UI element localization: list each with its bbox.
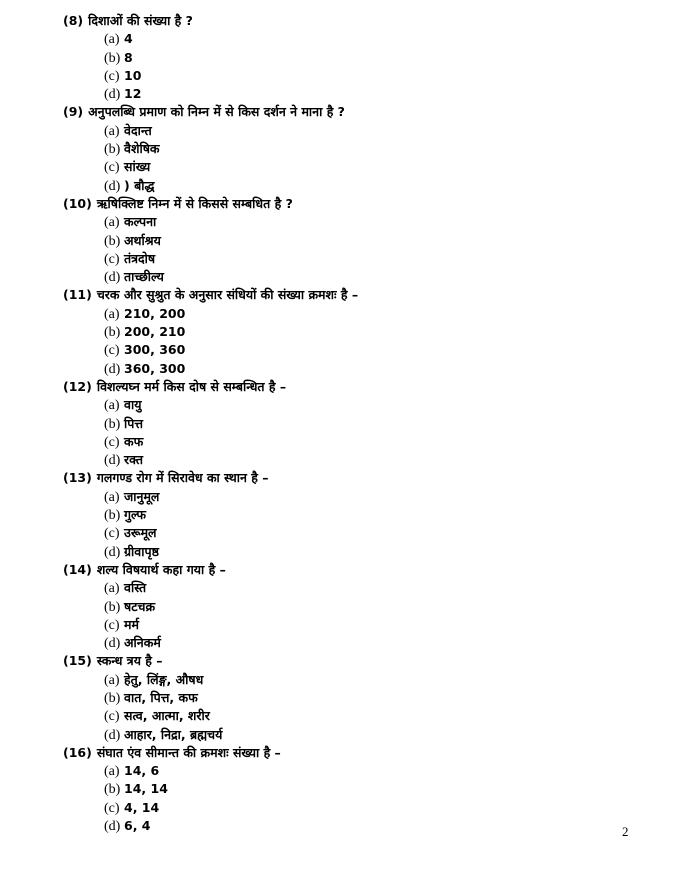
question-text: चरक और सुश्रुत के अनुसार संधियों की संख्या क्रमशः है – <box>96 287 359 303</box>
option-letter: (b) <box>104 233 121 249</box>
question-line <box>63 469 623 487</box>
answer-option <box>63 67 623 85</box>
answer-option <box>63 579 623 597</box>
option-text: सत्व, आत्मा, शरीर <box>124 708 210 724</box>
option-text: 300, 360 <box>124 342 186 358</box>
option-letter: (d) <box>104 636 121 652</box>
question-number: (16) <box>63 744 92 760</box>
answer-option <box>63 451 623 469</box>
option-letter: (b) <box>104 50 121 66</box>
option-text: ) बौद्ध <box>124 177 155 193</box>
option-letter: (d) <box>104 178 121 194</box>
answer-option <box>63 250 623 268</box>
option-letter: (c) <box>104 800 120 816</box>
answer-option <box>63 49 623 67</box>
answer-option <box>63 598 623 616</box>
question-text: विशल्यघ्न मर्म किस दोष से सम्बन्धित है – <box>96 378 287 394</box>
option-text: उरूमूल <box>124 525 157 541</box>
answer-option <box>63 396 623 414</box>
question-item <box>63 286 623 377</box>
option-text: 14, 6 <box>124 763 160 779</box>
option-text: वैशेषिक <box>124 141 160 157</box>
option-text: मर्म <box>124 616 139 632</box>
question-line <box>63 378 623 396</box>
option-text: 12 <box>124 86 142 102</box>
answer-option <box>63 707 623 725</box>
question-item <box>63 12 623 103</box>
answer-option <box>63 85 623 103</box>
option-text: 8 <box>124 49 133 65</box>
option-text: कफ <box>124 433 144 449</box>
option-text: अनिकर्म <box>124 635 161 651</box>
option-text: षटचक्र <box>124 598 156 614</box>
option-text: आहार, निद्रा, ब्रह्मचर्य <box>124 726 223 742</box>
option-text: 200, 210 <box>124 324 186 340</box>
option-letter: (d) <box>104 544 121 560</box>
question-line <box>63 12 623 30</box>
option-text: 10 <box>124 67 142 83</box>
question-line <box>63 103 623 121</box>
question-line <box>63 561 623 579</box>
option-letter: (b) <box>104 599 121 615</box>
question-item <box>63 561 623 652</box>
question-text: ऋषिक्लिष्ट निम्न में से किससे सम्बधित है ? <box>96 195 293 211</box>
option-text: 4 <box>124 31 133 47</box>
answer-option <box>63 341 623 359</box>
option-text: ग्रीवापृष्ठ <box>124 543 159 559</box>
option-letter: (a) <box>104 489 120 505</box>
question-text: दिशाओं की संख्या है ? <box>88 13 193 28</box>
option-letter: (c) <box>104 251 120 267</box>
option-letter: (d) <box>104 87 121 103</box>
option-letter: (a) <box>104 672 120 688</box>
answer-option <box>63 232 623 250</box>
question-number: (9) <box>63 104 84 120</box>
answer-option <box>63 140 623 158</box>
question-text: शल्य विषयार्थ कहा गया है – <box>96 561 226 577</box>
question-item <box>63 744 623 835</box>
option-letter: (a) <box>104 123 120 139</box>
option-text: 360, 300 <box>124 360 186 376</box>
answer-option <box>63 506 623 524</box>
option-letter: (c) <box>104 709 120 725</box>
answer-option <box>63 817 623 835</box>
option-letter: (c) <box>104 160 120 176</box>
option-text: अर्थाश्रय <box>124 232 161 248</box>
answer-option <box>63 634 623 652</box>
question-item <box>63 103 623 194</box>
answer-option <box>63 671 623 689</box>
answer-option <box>63 323 623 341</box>
option-letter: (c) <box>104 617 120 633</box>
option-text: वात, पित्त, कफ <box>124 689 198 705</box>
question-number: (10) <box>63 195 92 211</box>
option-letter: (d) <box>104 727 121 743</box>
question-line <box>63 195 623 213</box>
option-letter: (b) <box>104 782 121 798</box>
answer-option <box>63 415 623 433</box>
option-letter: (b) <box>104 690 121 706</box>
answer-option <box>63 762 623 780</box>
option-letter: (a) <box>104 764 120 780</box>
option-letter: (a) <box>104 398 120 414</box>
question-number: (13) <box>63 470 92 486</box>
option-text: 14, 14 <box>124 781 168 797</box>
option-text: वायु <box>124 397 142 413</box>
answer-option <box>63 780 623 798</box>
question-item <box>63 378 623 469</box>
question-number: (8) <box>63 13 84 28</box>
question-number: (11) <box>63 287 92 303</box>
option-letter: (b) <box>104 142 121 158</box>
option-letter: (a) <box>104 215 120 231</box>
option-text: ताच्छील्य <box>124 269 164 285</box>
option-text: 4, 14 <box>124 799 160 815</box>
answer-option <box>63 305 623 323</box>
question-line <box>63 744 623 762</box>
option-text: वेदान्त <box>124 122 152 138</box>
option-letter: (d) <box>104 819 121 835</box>
page-number: 2 <box>622 824 629 839</box>
option-letter: (b) <box>104 325 121 341</box>
question-number: (15) <box>63 653 92 669</box>
question-number: (12) <box>63 378 92 394</box>
option-letter: (d) <box>104 270 121 286</box>
option-letter: (c) <box>104 434 120 450</box>
question-line <box>63 286 623 304</box>
option-letter: (d) <box>104 453 121 469</box>
answer-option <box>63 122 623 140</box>
option-letter: (d) <box>104 361 121 377</box>
answer-option <box>63 30 623 48</box>
answer-option <box>63 726 623 744</box>
answer-option <box>63 268 623 286</box>
option-letter: (b) <box>104 416 121 432</box>
question-item <box>63 195 623 286</box>
answer-option <box>63 524 623 542</box>
question-list <box>63 12 623 835</box>
option-letter: (b) <box>104 508 121 524</box>
option-text: 210, 200 <box>124 305 186 321</box>
answer-option <box>63 488 623 506</box>
option-text: पित्त <box>124 415 143 431</box>
option-text: कल्पना <box>124 214 157 230</box>
answer-option <box>63 799 623 817</box>
answer-option <box>63 689 623 707</box>
question-line <box>63 652 623 670</box>
question-text: अनुपलब्धि प्रमाण को निम्न में से किस दर्शन ने माना है ? <box>88 104 345 120</box>
answer-option <box>63 213 623 231</box>
option-letter: (c) <box>104 526 120 542</box>
answer-option <box>63 616 623 634</box>
answer-option <box>63 360 623 378</box>
question-text: गलगण्ड रोग में सिरावेध का स्थान है – <box>96 470 269 486</box>
answer-option <box>63 158 623 176</box>
option-text: गुल्फ <box>124 507 147 523</box>
option-text: सांख्य <box>124 159 151 175</box>
question-text: संघात एंव सीमान्त की क्रमशः संख्या है – <box>96 744 281 760</box>
question-item <box>63 652 623 743</box>
option-letter: (a) <box>104 581 120 597</box>
option-text: 6, 4 <box>124 818 151 834</box>
option-text: जानुमूल <box>124 488 160 504</box>
question-item <box>63 469 623 560</box>
option-text: वस्ति <box>124 580 147 596</box>
option-letter: (a) <box>104 32 120 48</box>
option-letter: (c) <box>104 343 120 359</box>
option-text: हेतु, लिंङ्ग, औषध <box>124 671 204 687</box>
answer-option <box>63 177 623 195</box>
option-text: तंत्रदोष <box>124 250 156 266</box>
option-letter: (c) <box>104 68 120 84</box>
question-number: (14) <box>63 561 92 577</box>
answer-option <box>63 543 623 561</box>
option-text: रक्त <box>124 452 143 468</box>
question-text: स्कन्ध त्रय है – <box>96 653 163 669</box>
option-letter: (a) <box>104 306 120 322</box>
answer-option <box>63 433 623 451</box>
